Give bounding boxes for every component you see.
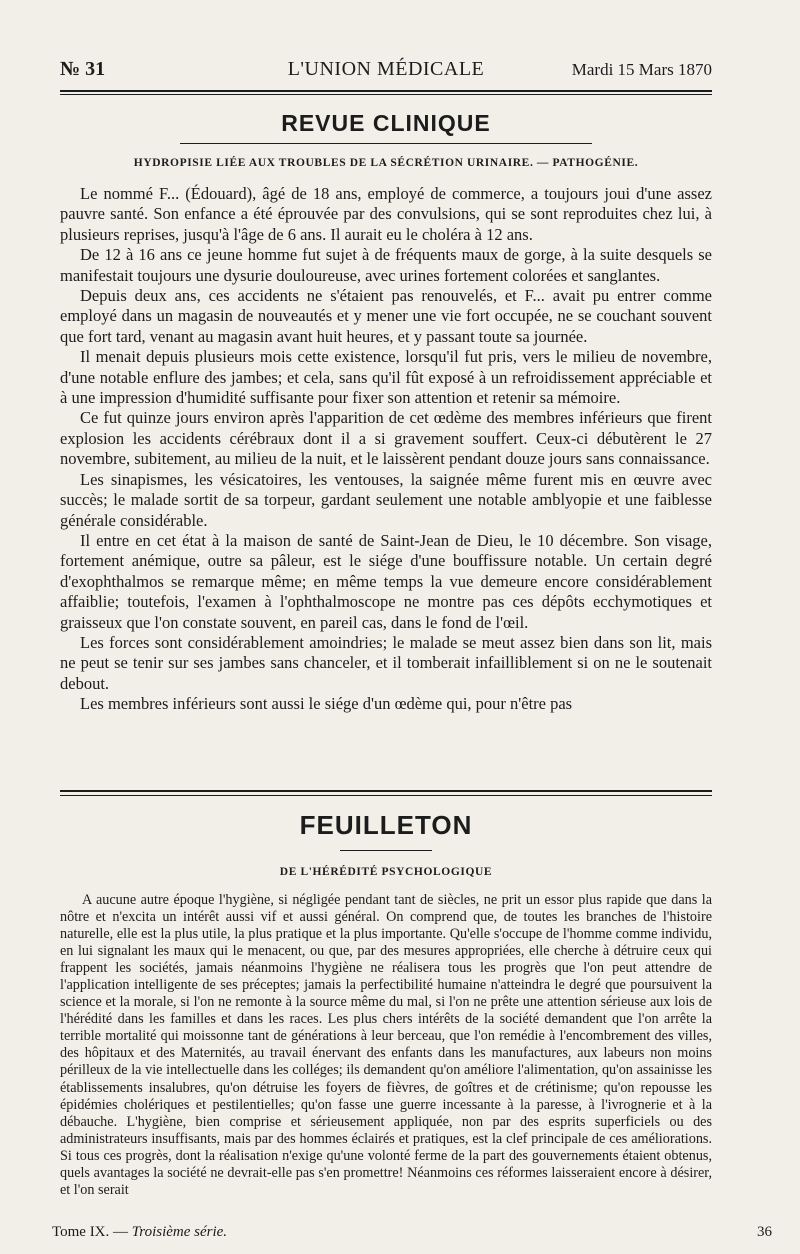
paragraph: Il entre en cet état à la maison de santé de Saint-Jean de Dieu, le 10 décembre. Son visage, fortement anémique, outre sa pâleur, est le siége d'une bouffissure notable. Un certain degré d'exophthalmos se remarque même; en même temps la vue demeure encore considérablement affaiblie; toutefois, l'examen à l'ophthalmoscope ne montre pas ces dépôts ecchymotiques et graisseux que l'on constate souvent, en pareil cas, dans le fond de l'œil.	[60, 530, 712, 632]
feuilleton-rule-thin	[60, 795, 712, 796]
paragraph: Les forces sont considérablement amoindries; le malade se meut assez bien dans son lit, mais ne peut se tenir sur ses jambes sans chanceler, et il tomberait infailliblement si on ne le soutenait debout.	[60, 632, 712, 693]
paragraph: A aucune autre époque l'hygiène, si négligée pendant tant de siècles, ne prit un essor plus rapide que dans la nôtre et n'excita un intérêt aussi vif et aussi général. On comprend que, de toutes les branches de l'histoire naturelle, elle est la plus utile, la plus pratique et la plus importante. Qu'elle s'occupe de l'homme comme individu, en lui signalant les maux qui le menacent, ou que, par des mesures appropriées, elle cherche à détruire ceux qui frappent les sociétés, jamais néanmoins l'hygiène ne réalisera tous les progrès que l'on peut attendre de l'application intelligente de ses préceptes; jamais la perfectibilité humaine n'atteindra le degré que poursuivent la science et la morale, si l'on ne remonte à la source même du mal, si l'on ne prête une attention sérieuse aux lois de l'hérédité dans les familles et dans les races. Les plus chers intérêts de la société demandent que l'on arrête la terrible mortalité qui moissonne tant de générations à leur berceau, que l'on remédie à l'encombrement des villes, des hôpitaux et des Maternités, au travail énervant des enfants dans les manufactures, aux labeurs non moins périlleux de la vie intellectuelle dans les colléges; ils demandent qu'on améliore l'alimentation, qu'on assainisse les établissements insalubres, qu'on détruise les foyers de fièvres, de goîtres et de crétinisme; qu'on repousse les épidémies cholériques et pestilentielles; qu'on fasse une guerre incessante à la paresse, à l'ivrognerie et à la débauche. L'hygiène, bien comprise et sérieusement appliquée, non par des esprits superficiels ou des administrateurs insuffisants, mais par des hommes éclairés et pratiques, est la clef principale de ces améliorations. Si tous ces progrès, dont la réalisation n'exige qu'une volonté ferme de la part des gouvernements étaient obtenus, quels avantages la société ne devrait-elle pas s'en promettre! Néanmoins ces réformes laisseraient encore à désirer, et l'on serait	[60, 892, 712, 1198]
paragraph: Depuis deux ans, ces accidents ne s'étaient pas renouvelés, et F... avait pu entrer comme employé dans un magasin de nouveautés et y mener une vie fort occupée, ne se couchant souvent que fort tard, venant au magasin avant huit heures, et y passant toute sa journée.	[60, 286, 712, 346]
issue-date: Mardi 15 Mars 1870	[571, 60, 712, 79]
paragraph: Les sinapismes, les vésicatoires, les ventouses, la saignée même furent mis en œuvre avec succès; le malade sortit de sa torpeur, gardant seulement une notable amblyopie et une faiblesse générale considérable.	[60, 469, 712, 530]
journal-page	[60, 0, 712, 1254]
paragraph: Il menait depuis plusieurs mois cette existence, lorsqu'il fut pris, vers le milieu de novembre, d'une notable enflure des jambes; et cela, sans qu'il fût exposé à un refroidissement appréciable et à une impression d'humidité suffisante pour fixer son attention et retenir sa mémoire.	[60, 347, 712, 408]
header-rule-thin	[60, 94, 712, 95]
footer-volume	[52, 1224, 227, 1241]
paragraph: Ce fut quinze jours environ après l'apparition de cet œdème des membres inférieurs que firent explosion les accidents cérébraux dont il a si gravement souffert. Ceux-ci débutèrent le 27 novembre, subitement, au milieu de la nuit, et le laissèrent pendant douze jours sans connaissance.	[60, 408, 712, 469]
article-body	[60, 184, 712, 715]
section-title: REVUE CLINIQUE	[281, 110, 491, 136]
paragraph: Le nommé F... (Édouard), âgé de 18 ans, employé de commerce, a toujours joui d'une assez pauvre santé. Son enfance a été éprouvée par des convulsions, qui se sont reproduites chez lui, à plusieurs reprises, jusqu'à l'âge de 6 ans. Il aurait eu le choléra à 12 ans.	[60, 184, 712, 244]
article-subtitle: HYDROPISIE LIÉE AUX TROUBLES DE LA SÉCRÉTION URINAIRE. — PATHOGÉNIE.	[133, 157, 639, 169]
journal-name: L'UNION MÉDICALE	[287, 58, 485, 80]
title-rule	[180, 143, 592, 144]
series-label: Troisième série.	[131, 1224, 228, 1240]
header-rule	[60, 90, 712, 92]
feuilleton-title-rule	[340, 850, 432, 851]
feuilleton-title: FEUILLETON	[299, 810, 473, 840]
feuilleton-subtitle: DE L'HÉRÉDITÉ PSYCHOLOGIQUE	[279, 866, 493, 878]
issue-number: № 31	[60, 58, 106, 80]
volume-label: Tome IX. —	[52, 1224, 129, 1240]
paragraph: Les membres inférieurs sont aussi le siége d'un œdème qui, pour n'être pas	[80, 694, 573, 714]
running-header	[60, 58, 712, 84]
page-number: 36	[757, 1224, 772, 1240]
feuilleton-body	[60, 892, 712, 1199]
feuilleton-rule	[60, 790, 712, 792]
paragraph: De 12 à 16 ans ce jeune homme fut sujet à de fréquents maux de gorge, à la suite desquels se manifestait toujours une dysurie douloureuse, avec urines fortement colorées et sanglantes.	[60, 245, 712, 285]
